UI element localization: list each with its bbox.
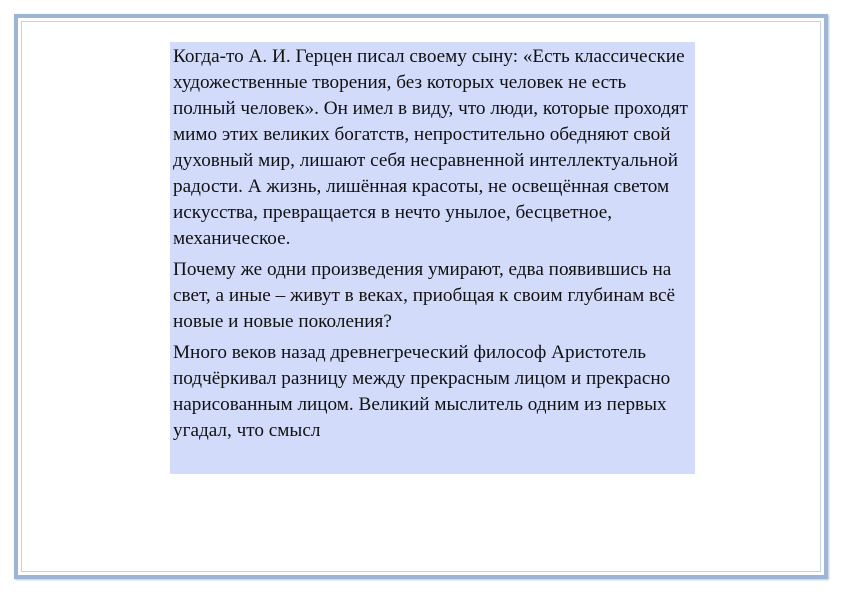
paragraph-2: Почему же одни произведения умирают, едва появившись на свет, а иные – живут в веках, приобщая к своим глубинам всё новые и новые поколения? <box>173 259 676 332</box>
paragraph-1: Когда-то А. И. Герцен писал своему сыну: «Есть классические художественные творения, без которых человек не есть полный человек». Он имел в виду, что люди, которые проходят мимо этих великих богатств, непростительно обедняют свой духовный мир, лишают себя несравненной интеллектуальной радости. А жизнь, лишённая красоты, не освещённая светом искусства, превращается в нечто унылое, бесцветное, механическое. <box>173 46 688 249</box>
paragraph-3: Много веков назад древнегреческий философ Аристотель подчёркивал разницу между прекрасным лицом и прекрасно нарисованным лицом. Великий мыслитель одним из первых угадал, что смысл <box>173 342 671 441</box>
text-box <box>170 42 695 474</box>
